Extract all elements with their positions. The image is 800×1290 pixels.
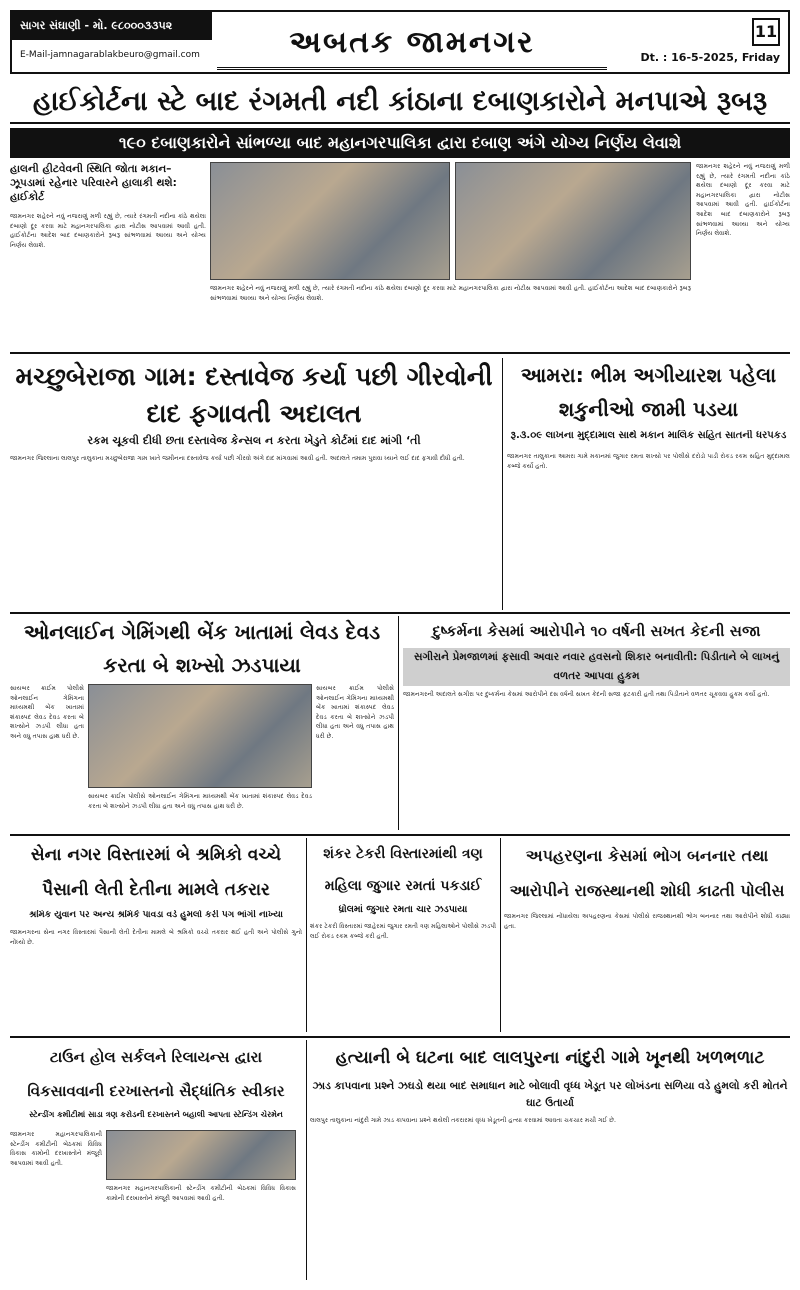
article7-headline-box bbox=[310, 838, 496, 902]
article7-subheadline: ધ્રોલમાં જુગાર રમતા ચાર ઝડપાયા bbox=[338, 904, 468, 915]
lead-body-right bbox=[696, 162, 790, 350]
article6-body-text: જામનગરના સેના નગર વિસ્તારમાં પૈસાની લેતી દેતીના મામલે બે શ્રમિકો વચ્ચે તકરાર થઈ હતી અને પોલીસે ગુનો નોંધ્યો છે. bbox=[10, 929, 302, 946]
article2-headline-box bbox=[10, 358, 498, 432]
article5-body-text: જામનગરની અદાલતે સગીરા પર દુષ્કર્મના કેસમાં આરોપીને દસ વર્ષની સખત કેદની સજા ફટકારી હતી તથા પિડીતાને વળતર ચૂકવવા હુકમ કર્યો હતો. bbox=[403, 691, 770, 698]
lead-body-continued: જામનગર શહેરને નવું નજરાણું મળી રહ્યું છે, ત્યારે રંગમતી નદીના કાંઠે થયેલા દબાણો દૂર કરવા માટે મહાનગરપાલિકા દ્વારા નોટીસ આપવામાં આવી હતી. હાઈકોર્ટના આદેશ બાદ દબાણકારોને રૂબરૂ સાંભળવામાં આવ્યા અને યોગ્ય નિર્ણય લેવાશે. bbox=[210, 285, 691, 302]
article4-body-bottom bbox=[88, 792, 312, 830]
lead-headline: હાઈકોર્ટના સ્ટે બાદ રંગમતી નદી કાંઠાના દબાણકારોને મનપાએ રૂબરૂ bbox=[32, 86, 768, 117]
divider bbox=[306, 1040, 307, 1280]
article9-headline: ટાઉન હોલ સર્કલને રિલાયન્સ દ્વારા વિકસાવવાની દરખાસ્તનો સૈદ્ધાંતિક સ્વીકાર bbox=[27, 1048, 285, 1100]
article10-headline-box bbox=[310, 1040, 790, 1076]
masthead-title: અબતક જામનગર bbox=[217, 16, 607, 70]
article9-headline-box bbox=[10, 1040, 302, 1108]
lead-headline-box bbox=[10, 80, 790, 124]
lead-subheadline-band bbox=[10, 128, 790, 158]
article2-subheadline-box bbox=[10, 434, 498, 452]
lead-photo-1 bbox=[210, 162, 450, 280]
article8-body bbox=[504, 912, 790, 1032]
lead-photo-2 bbox=[455, 162, 691, 280]
article3-body-text: જામનગર તાલુકાના આમરા ગામે મકાનમાં જુગાર રમતા શખ્સો પર પોલીસે દરોડો પાડી રોકડ રકમ સહિત મુદ્દામાલ કબ્જે કર્યો હતો. bbox=[507, 453, 790, 470]
divider bbox=[10, 1036, 790, 1038]
article7-body bbox=[310, 922, 496, 1032]
article9-photo bbox=[106, 1130, 296, 1180]
article2-body bbox=[10, 454, 498, 610]
article4-headline-box bbox=[10, 616, 394, 682]
article6-subheadline: શ્રમિક યુવાન પર અન્ય શ્રમિકે પાવડા વડે હુમલો કરી પગ ભાંગી નાખ્યા bbox=[28, 910, 284, 920]
masthead bbox=[10, 10, 790, 74]
article4-body-text: સાયબર ક્રાઈમ પોલીસે ઓનલાઈન ગેમિંગના માધ્યમથી બેંક ખાતામાં શંકાસ્પદ લેવડ દેવડ કરતા બે શખ્સોને ઝડપી લીધા હતા અને વધુ તપાસ હાથ ધરી છે. bbox=[10, 685, 84, 741]
article2-subheadline: રકમ ચૂકવી દીધી છતા દસ્તાવેજ કેન્સલ ન કરતા ખેડુતે કોર્ટમાં દાદ માંગી ‘તી bbox=[87, 434, 421, 447]
masthead-meta bbox=[608, 12, 788, 72]
article4-photo bbox=[88, 684, 312, 788]
article10-body-text: લાલપુર તાલુકાના નાંદુરી ગામે ઝાડ કાપવાના પ્રશ્ને થયેલી તકરારમાં વૃધ્ધ ખેડૂતની હત્યા કરવામાં આવતા ચકચાર મચી ગઈ છે. bbox=[310, 1117, 616, 1124]
article6-headline-box bbox=[10, 838, 302, 908]
lead-body-left bbox=[10, 212, 206, 350]
article9-body-continued: જામનગર મહાનગરપાલિકાની સ્ટેન્ડીંગ કમીટીની બેઠકમાં વિવિધ વિકાસ કામોની દરખાસ્તોને મંજૂરી આપવામાં આવી હતી. bbox=[106, 1185, 296, 1202]
article3-subheadline: રૂ.૩.૦૯ લાખના મુદ્દામાલ સાથે મકાન માલિક સહિત સાતની ધરપકડ bbox=[510, 430, 787, 441]
divider bbox=[306, 838, 307, 1032]
article5-body bbox=[403, 690, 790, 830]
issue-date: Dt. : 16-5-2025, Friday bbox=[640, 51, 780, 64]
divider bbox=[500, 838, 501, 1032]
divider bbox=[10, 834, 790, 836]
divider bbox=[10, 612, 790, 614]
article5-headline: દુષ્કર્મના કેસમાં આરોપીને ૧૦ વર્ષની સખત કેદની સજા bbox=[432, 622, 761, 640]
article2-headline: મચ્છુબેરાજા ગામ: દસ્તાવેજ કર્યા પછી ગીરવોની દાદ ફગાવતી અદાલત bbox=[15, 362, 493, 428]
article10-body bbox=[310, 1116, 790, 1280]
article7-subheadline-box bbox=[310, 904, 496, 920]
article9-subheadline: સ્ટેન્ડીંગ કમીટીમાં સાડા ત્રણ કરોડની દરખાસ્તને બહાલી આપતા સ્ટેન્ડિંગ ચેરમેન bbox=[29, 1110, 283, 1119]
article9-subheadline-box bbox=[10, 1110, 302, 1126]
divider bbox=[10, 352, 790, 354]
article3-body bbox=[507, 452, 790, 610]
masthead-contact-block bbox=[12, 12, 212, 72]
article9-body-left bbox=[10, 1130, 102, 1280]
article9-body-right bbox=[106, 1184, 296, 1280]
article4-headline: ઓનલાઈન ગેમિંગથી બેંક ખાતામાં લેવડ દેવડ કરતા બે શખ્સો ઝડપાયા bbox=[23, 620, 381, 677]
lead-subheadline: ૧૯૦ દબાણકારોને સાંભળ્યા બાદ મહાનગરપાલિકા દ્વારા દબાણ અંગે યોગ્ય નિર્ણય લેવાશે bbox=[118, 133, 682, 152]
article8-body-text: જામનગર જિલ્લામાં નોંધાયેલા અપહરણના કેસમાં પોલીસે રાજસ્થાનથી ભોગ બનનાર તથા આરોપીને શોધી કાઢ્યા હતા. bbox=[504, 913, 790, 930]
article3-headline: આમરા: ભીમ અગીયારશ પહેલા શકુનીઓ જામી પડયા bbox=[520, 363, 777, 421]
article6-subheadline-box bbox=[10, 910, 302, 926]
article3-headline-box bbox=[507, 358, 790, 426]
article4-body-left bbox=[10, 684, 84, 830]
article3-subheadline-box bbox=[507, 430, 790, 448]
lead-body-bottom bbox=[210, 284, 691, 350]
lead-body-column: જામનગર શહેરને નવું નજરાણું મળી રહ્યું છે, ત્યારે રંગમતી નદીના કાંઠે થયેલા દબાણો દૂર કરવા માટે મહાનગરપાલિકા દ્વારા નોટીસ આપવામાં આવી હતી. હાઈકોર્ટના આદેશ બાદ દબાણકારોને રૂબરૂ સાંભળવામાં આવ્યા અને યોગ્ય નિર્ણય લેવાશે. bbox=[696, 163, 790, 238]
divider bbox=[398, 616, 399, 830]
article10-subheadline-box bbox=[310, 1078, 790, 1112]
article5-subheadline-band bbox=[403, 648, 790, 686]
article9-body-text: જામનગર મહાનગરપાલિકાની સ્ટેન્ડીંગ કમીટીની બેઠકમાં વિવિધ વિકાસ કામોની દરખાસ્તોને મંજૂરી આપવામાં આવી હતી. bbox=[10, 1131, 102, 1167]
article6-headline: સેના નગર વિસ્તારમાં બે શ્રમિકો વચ્ચે પૈસાની લેતી દેતીના મામલે તકરાર bbox=[30, 845, 282, 900]
masthead-email: E-Mail-jamnagarablakbeuro@gmail.com bbox=[20, 50, 200, 60]
masthead-contact: સાગર સંઘાણી - મો. ૯૮૦૦૦૩૩૫૨ bbox=[12, 12, 212, 40]
article7-body-text: શંકર ટેકરી વિસ્તારમાં જાહેરમાં જુગાર રમતી ત્રણ મહિલાઓને પોલીસે ઝડપી લઈ રોકડ રકમ કબ્જે કરી હતી. bbox=[310, 923, 496, 940]
article7-headline: શંકર ટેકરી વિસ્તારમાંથી ત્રણ મહિલા જુગાર રમતાં પકડાઈ bbox=[323, 846, 483, 894]
article4-body-continued: સાયબર ક્રાઈમ પોલીસે ઓનલાઈન ગેમિંગના માધ્યમથી બેંક ખાતામાં શંકાસ્પદ લેવડ દેવડ કરતા બે શખ્સોને ઝડપી લીધા હતા અને વધુ તપાસ હાથ ધરી છે. bbox=[88, 793, 312, 810]
divider bbox=[502, 358, 503, 610]
lead-kicker: હાલની હીટવેવની સ્થિતિ જોતા મકાન–ઝૂપડામાં રહેનાર પરિવારને હાલાકી થશે: હાઈકોર્ટ bbox=[10, 163, 177, 204]
article4-body-column: સાયબર ક્રાઈમ પોલીસે ઓનલાઈન ગેમિંગના માધ્યમથી બેંક ખાતામાં શંકાસ્પદ લેવડ દેવડ કરતા બે શખ્સોને ઝડપી લીધા હતા અને વધુ તપાસ હાથ ધરી છે. bbox=[316, 685, 394, 741]
article2-body-text: જામનગર જિલ્લાના લાલપુર તાલુકાના મચ્છુબેરાજા ગામ ખાતે જમીનના દસ્તાવેજ કર્યા પછી ગીરવો અંગે દાદ માંગવામાં આવી હતી. અદાલતે તમામ પુરાવા ધ્યાને લઈ દાદ ફગાવી દીધી હતી. bbox=[10, 455, 465, 462]
article10-headline: હત્યાની બે ઘટના બાદ લાલપુરના નાંદુરી ગામે ખૂનથી ખળભળાટ bbox=[335, 1048, 765, 1068]
article5-headline-box bbox=[403, 616, 790, 646]
article8-headline: અપહરણના કેસમાં ભોગ બનનાર તથા આરોપીને રાજસ્થાનથી શોધી કાઢતી પોલીસ bbox=[509, 846, 785, 900]
article10-subheadline: ઝાડ કાપવાના પ્રશ્ને ઝઘડો થયા બાદ સમાધાન માટે બોલાવી વૃધ્ધ ખેડૂત પર લોખંડના સળિયા વડે હુમલો કરી મોતને ઘાટ ઉતાર્યા bbox=[312, 1080, 788, 1109]
lead-body-text: જામનગર શહેરને નવું નજરાણું મળી રહ્યું છે, ત્યારે રંગમતી નદીના કાંઠે થયેલા દબાણો દૂર કરવા માટે મહાનગરપાલિકા દ્વારા નોટીસ આપવામાં આવી હતી. હાઈકોર્ટના આદેશ બાદ દબાણકારોને રૂબરૂ સાંભળવામાં આવ્યા અને યોગ્ય નિર્ણય લેવાશે. bbox=[10, 213, 206, 249]
article4-body-right bbox=[316, 684, 394, 830]
article5-subheadline: સગીરાને પ્રેમજાળમાં ફસાવી અવાર નવાર હવસનો શિકાર બનાવીતી: પિડીતાને બે લાખનું વળતર આપવા હુકમ bbox=[413, 651, 780, 682]
page-number: 11 bbox=[752, 18, 780, 46]
article8-headline-box bbox=[504, 838, 790, 908]
lead-kicker-box bbox=[10, 162, 206, 208]
article6-body bbox=[10, 928, 302, 1032]
